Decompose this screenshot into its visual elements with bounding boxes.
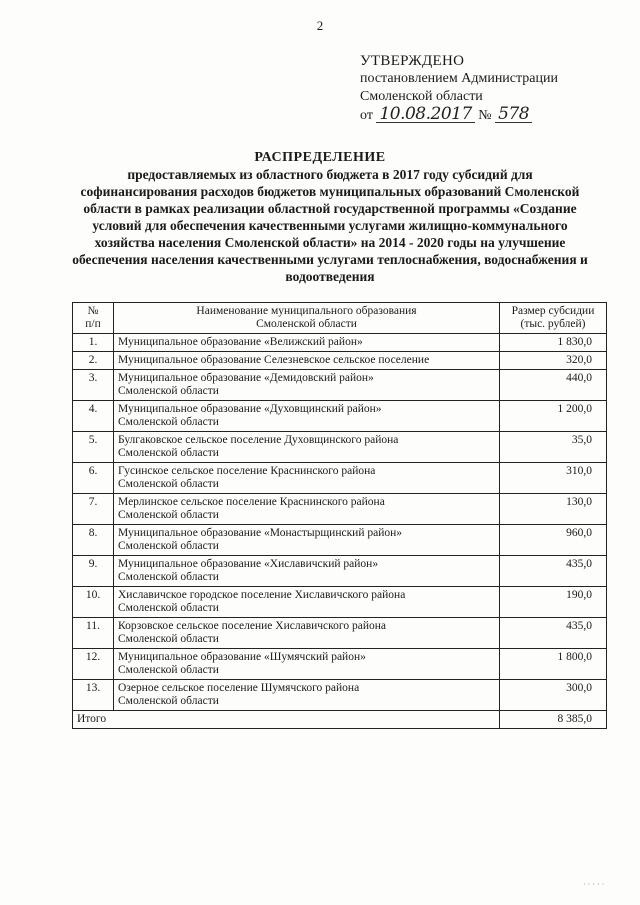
- municipality-name-line-1: Булгаковское сельское поселение Духовщинского района: [118, 434, 399, 446]
- approval-line-2: Смоленской области: [360, 89, 483, 104]
- table-row: [73, 649, 607, 680]
- municipality-name-line-2: Смоленской области: [118, 664, 219, 676]
- approval-date-line: [360, 106, 630, 125]
- row-number: 10.: [73, 587, 114, 618]
- handwritten-date: 10.08.2017: [376, 106, 474, 123]
- row-number: 1.: [73, 334, 114, 352]
- row-number: 3.: [73, 370, 114, 401]
- row-subsidy-amount: 960,0: [500, 525, 607, 556]
- municipality-name-line-1: Муниципальное образование Селезневское сельское поселение: [118, 354, 430, 366]
- header-amount-line-2: (тыс. рублей): [520, 318, 586, 330]
- handwritten-number: 578: [495, 106, 532, 123]
- table-header-row: [73, 303, 607, 334]
- row-subsidy-amount: 435,0: [500, 618, 607, 649]
- row-municipality-name: [114, 525, 500, 556]
- municipality-name-line-1: Корзовское сельское поселение Хиславичского района: [118, 620, 386, 632]
- municipality-name-line-1: Муниципальное образование «Велижский район»: [118, 336, 363, 348]
- header-amount-line-1: Размер субсидии: [511, 305, 595, 317]
- row-subsidy-amount: 130,0: [500, 494, 607, 525]
- row-subsidy-amount: 1 200,0: [500, 401, 607, 432]
- row-subsidy-amount: 190,0: [500, 587, 607, 618]
- table-row: [73, 401, 607, 432]
- municipality-name-line-2: Смоленской области: [118, 416, 219, 428]
- table-row: [73, 334, 607, 352]
- table-row: [73, 680, 607, 711]
- row-municipality-name: [114, 463, 500, 494]
- row-number: 13.: [73, 680, 114, 711]
- row-number: 6.: [73, 463, 114, 494]
- total-label: Итого: [73, 711, 500, 729]
- municipality-name-line-1: Гусинское сельское поселение Краснинского района: [118, 465, 376, 477]
- number-label: №: [478, 108, 492, 123]
- row-municipality-name: [114, 649, 500, 680]
- row-subsidy-amount: 310,0: [500, 463, 607, 494]
- row-municipality-name: [114, 370, 500, 401]
- municipality-name-line-1: Муниципальное образование «Шумячский район»: [118, 651, 366, 663]
- row-municipality-name: [114, 587, 500, 618]
- municipality-name-line-2: Смоленской области: [118, 695, 219, 707]
- row-municipality-name: [114, 352, 500, 370]
- page-number: 2: [316, 18, 324, 33]
- total-amount: 8 385,0: [500, 711, 607, 729]
- municipality-name-line-2: Смоленской области: [118, 447, 219, 459]
- row-municipality-name: [114, 432, 500, 463]
- row-subsidy-amount: 1 830,0: [500, 334, 607, 352]
- row-number: 11.: [73, 618, 114, 649]
- table-body: [73, 334, 607, 711]
- row-number: 7.: [73, 494, 114, 525]
- row-municipality-name: [114, 334, 500, 352]
- document-heading: РАСПРЕДЕЛЕНИЕ: [254, 150, 386, 165]
- row-subsidy-amount: 320,0: [500, 352, 607, 370]
- from-label: от: [360, 108, 373, 123]
- approval-line-1: постановлением Администрации: [360, 71, 558, 86]
- header-number: [73, 303, 114, 334]
- municipality-name-line-2: Смоленской области: [118, 571, 219, 583]
- header-number-line-1: №: [87, 305, 99, 317]
- table-row: [73, 618, 607, 649]
- row-subsidy-amount: 35,0: [500, 432, 607, 463]
- municipality-name-line-2: Смоленской области: [118, 385, 219, 397]
- municipality-name-line-1: Муниципальное образование «Монастырщинский район»: [118, 527, 403, 539]
- municipality-name-line-1: Хиславичское городское поселение Хиславичского района: [118, 589, 406, 601]
- row-subsidy-amount: 440,0: [500, 370, 607, 401]
- row-municipality-name: [114, 494, 500, 525]
- table-row: [73, 352, 607, 370]
- document-description: предоставляемых из областного бюджета в 2017 году субсидий для софинансирования расходов бюджетов муниципальных образований Смоленской области в рамках реализации областной государственной программы «Создание условий для обеспечения качественными услугами жилищно-коммунального хозяйства населения Смоленской области» на 2014 - 2020 годы на улучшение обеспечения населения качественными услугами теплоснабжения, водоснабжения и водоотведения: [72, 167, 588, 284]
- row-municipality-name: [114, 556, 500, 587]
- table-row: [73, 463, 607, 494]
- municipality-name-line-1: Озерное сельское поселение Шумячского района: [118, 682, 360, 694]
- row-subsidy-amount: 300,0: [500, 680, 607, 711]
- row-subsidy-amount: 435,0: [500, 556, 607, 587]
- row-number: 12.: [73, 649, 114, 680]
- row-number: 9.: [73, 556, 114, 587]
- row-municipality-name: [114, 680, 500, 711]
- municipality-name-line-2: Смоленской области: [118, 540, 219, 552]
- header-name: [114, 303, 500, 334]
- municipality-name-line-2: Смоленской области: [118, 509, 219, 521]
- municipality-name-line-1: Муниципальное образование «Хиславичский район»: [118, 558, 379, 570]
- header-name-line-1: Наименование муниципального образования: [196, 305, 417, 317]
- municipality-name-line-2: Смоленской области: [118, 478, 219, 490]
- scan-artifact: · · · · ·: [583, 880, 605, 889]
- table-row: [73, 494, 607, 525]
- row-subsidy-amount: 1 800,0: [500, 649, 607, 680]
- municipality-name-line-1: Мерлинское сельское поселение Краснинского района: [118, 496, 385, 508]
- row-municipality-name: [114, 401, 500, 432]
- distribution-table: [72, 302, 607, 729]
- municipality-name-line-2: Смоленской области: [118, 633, 219, 645]
- municipality-name-line-2: Смоленской области: [118, 602, 219, 614]
- table-row: [73, 370, 607, 401]
- table-row: [73, 556, 607, 587]
- row-municipality-name: [114, 618, 500, 649]
- row-number: 2.: [73, 352, 114, 370]
- row-number: 4.: [73, 401, 114, 432]
- total-row: [73, 711, 607, 729]
- municipality-name-line-1: Муниципальное образование «Духовщинский район»: [118, 403, 382, 415]
- approval-title: УТВЕРЖДЕНО: [360, 53, 465, 69]
- header-amount: [500, 303, 607, 334]
- table-row: [73, 587, 607, 618]
- header-name-line-2: Смоленской области: [256, 318, 357, 330]
- header-number-line-2: п/п: [85, 318, 101, 330]
- row-number: 5.: [73, 432, 114, 463]
- row-number: 8.: [73, 525, 114, 556]
- table-row: [73, 432, 607, 463]
- approval-block: [360, 52, 630, 125]
- table-row: [73, 525, 607, 556]
- municipality-name-line-1: Муниципальное образование «Демидовский район»: [118, 372, 374, 384]
